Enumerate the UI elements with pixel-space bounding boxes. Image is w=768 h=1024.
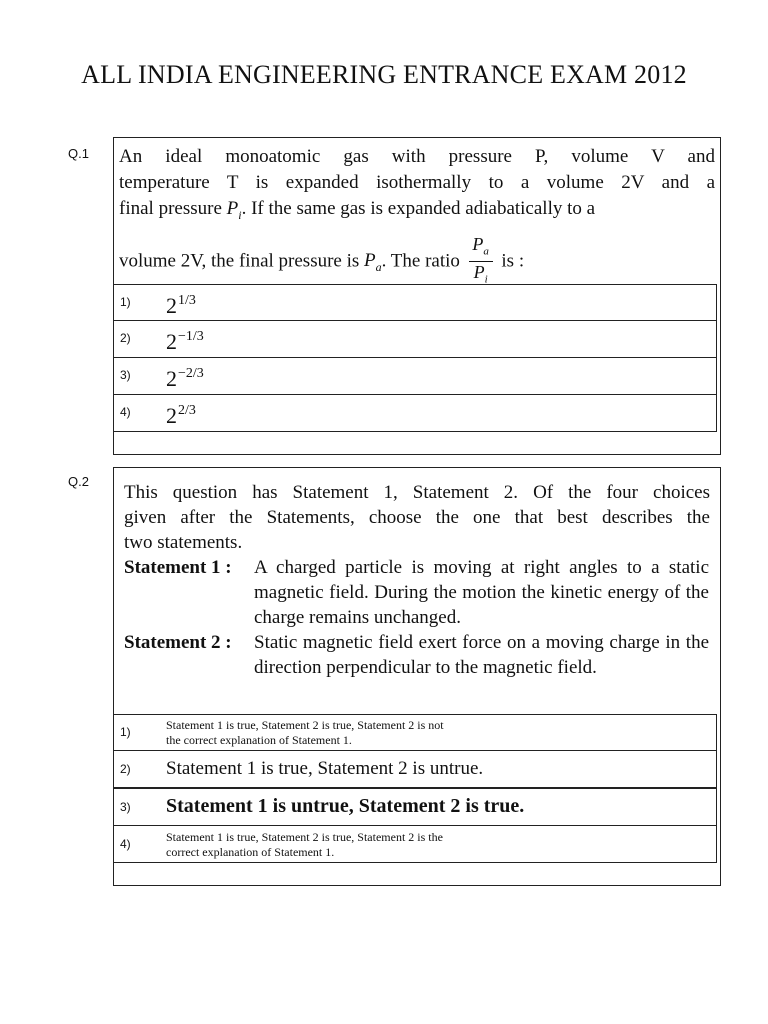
option-row[interactable] — [114, 714, 717, 751]
statement-2-text: Static magnetic field exert force on a moving charge in the direction perpendicular to the magnetic field. — [254, 632, 709, 678]
option-value: $2^{1/3}$ — [166, 293, 196, 318]
option-text: Statement 1 is true, Statement 2 is true, Statement 2 is the correct explanation of Statement 1. — [166, 830, 443, 859]
option-number: 2) — [120, 331, 131, 345]
question-stem — [119, 144, 715, 290]
option-number: 4) — [120, 405, 131, 419]
question-number: Q.1 — [68, 146, 89, 161]
option-row[interactable] — [114, 750, 717, 788]
symbol-pa: $P_a$ — [364, 250, 382, 275]
stem-text: . If the same gas is expanded adiabatically to a — [241, 198, 596, 219]
stem-text: . The ratio — [381, 250, 460, 272]
statement-1-text: A charged particle is moving at right angles to a static magnetic field. During the motion the kinetic energy of the charge remains unchanged. — [254, 557, 709, 628]
option-text: Statement 1 is true, Statement 2 is untrue. — [166, 758, 484, 779]
statement-1-label: Statement 1 : — [124, 557, 232, 578]
option-number: 3) — [120, 800, 131, 814]
stem-text: volume 2V, the final pressure is — [119, 250, 360, 272]
option-number: 2) — [120, 762, 131, 776]
option-number: 4) — [120, 837, 131, 851]
stem-line: given after the Statements, choose the one that best describes the — [124, 507, 710, 528]
stem-text: final pressure — [119, 198, 222, 219]
option-number: 1) — [120, 295, 131, 309]
symbol-pi: $P_i$ — [226, 198, 242, 222]
stem-line: two statements. — [124, 532, 243, 553]
option-value: $2^{-2/3}$ — [166, 366, 204, 391]
stem-line — [119, 234, 715, 290]
stem-line: temperature T is expanded isothermally to a volume 2V and a — [119, 172, 715, 193]
option-text: Statement 1 is untrue, Statement 2 is true. — [166, 795, 525, 817]
question-stem — [124, 480, 710, 705]
option-row[interactable] — [114, 284, 717, 321]
fraction-numerator: $P_a$ — [472, 233, 489, 258]
stem-text: is : — [501, 250, 525, 272]
option-value: $2^{-1/3}$ — [166, 329, 204, 354]
option-number: 3) — [120, 368, 131, 382]
option-row[interactable] — [114, 320, 717, 358]
question-box-1 — [113, 137, 721, 455]
fraction-denominator: $P_i$ — [473, 262, 488, 286]
question-number: Q.2 — [68, 474, 89, 489]
exam-title: ALL INDIA ENGINEERING ENTRANCE EXAM 2012 — [81, 60, 687, 89]
option-value: $2^{2/3}$ — [166, 403, 196, 428]
statement-2 — [124, 630, 710, 705]
stem-line: An ideal monoatomic gas with pressure P, volume V and — [119, 146, 715, 167]
question-box-2 — [113, 467, 721, 886]
option-row[interactable] — [114, 825, 717, 863]
statement-1 — [124, 555, 710, 630]
option-text: Statement 1 is true, Statement 2 is true, Statement 2 is not the correct explanation of Statement 1. — [166, 718, 444, 747]
ratio-fraction — [469, 234, 493, 290]
option-row[interactable] — [114, 394, 717, 432]
statement-2-label: Statement 2 : — [124, 632, 232, 653]
option-row[interactable] — [114, 788, 717, 826]
stem-line: This question has Statement 1, Statement 2. Of the four choices — [124, 482, 710, 503]
option-number: 1) — [120, 725, 131, 739]
stem-line — [119, 196, 715, 228]
option-row[interactable] — [114, 357, 717, 395]
